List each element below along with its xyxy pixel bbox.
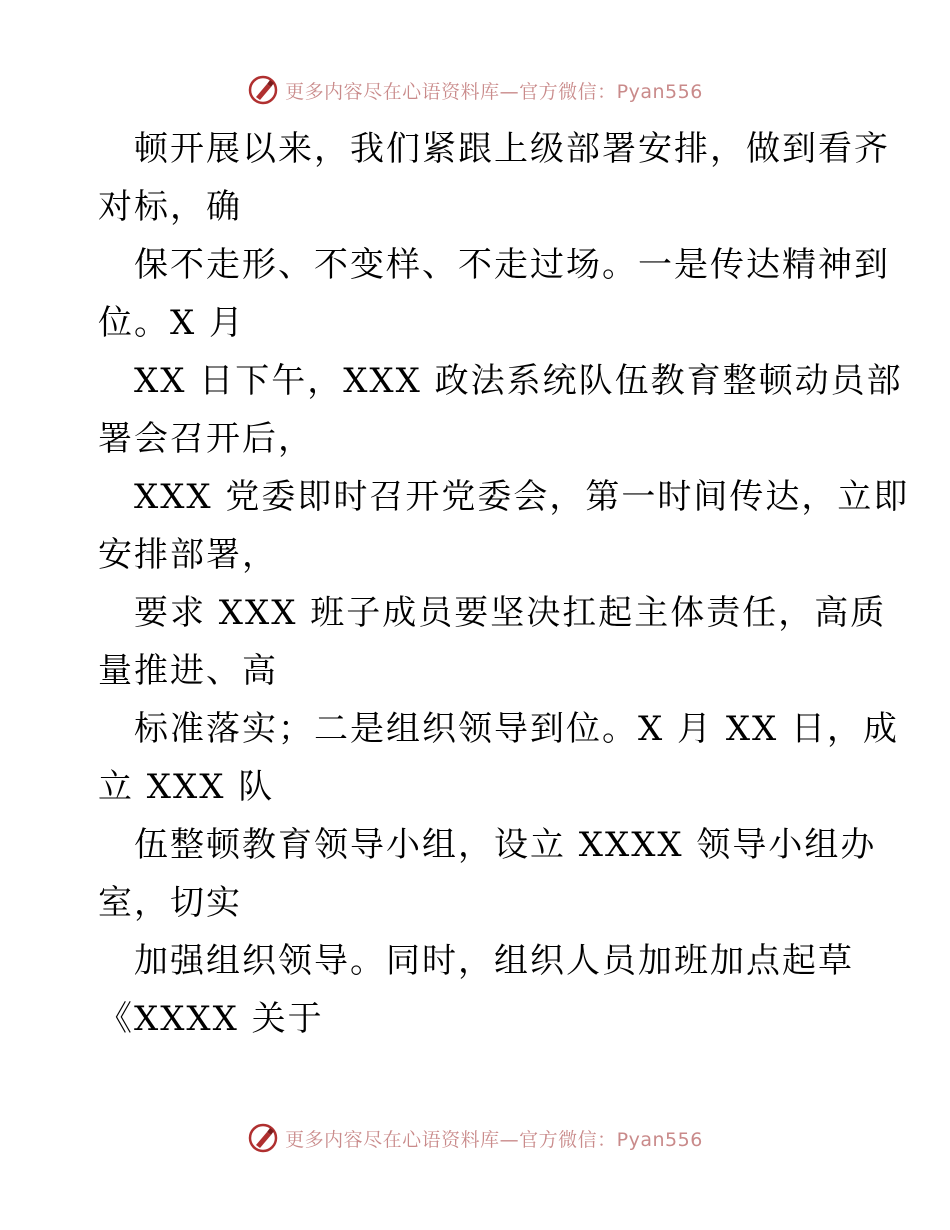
body-line: 室，切实: [98, 883, 242, 923]
document-body: [98, 120, 910, 1048]
body-line: 量推进、高: [98, 651, 278, 691]
body-line: 标准落实；二是组织领导到位。X 月 XX 日，成: [134, 709, 900, 749]
body-line: XXX 党委即时召开党委会，第一时间传达，立即: [134, 477, 910, 517]
footer-brand-text: 更多内容尽在心语资料库—官方微信：Pyan556: [285, 1128, 703, 1151]
page-header-watermark: [0, 70, 950, 110]
body-line: 对标，确: [98, 187, 242, 227]
header-brand-text: 更多内容尽在心语资料库—官方微信：Pyan556: [285, 80, 703, 103]
body-line: 安排部署，: [98, 535, 278, 575]
body-line: 伍整顿教育领导小组，设立 XXXX 领导小组办: [134, 825, 877, 865]
body-line: 顿开展以来，我们紧跟上级部署安排，做到看齐: [134, 129, 890, 169]
pen-nib-circle-icon: [247, 1122, 279, 1154]
body-line: 《XXXX 关于: [98, 999, 324, 1039]
body-line: 署会召开后，: [98, 419, 314, 459]
body-line: 保不走形、不变样、不走过场。一是传达精神到: [134, 245, 890, 285]
pen-nib-circle-icon: [247, 74, 279, 106]
body-line: 位。X 月: [98, 303, 246, 343]
body-line: XX 日下午，XXX 政法系统队伍教育整顿动员部: [134, 361, 903, 401]
body-line: 要求 XXX 班子成员要坚决扛起主体责任，高质: [134, 593, 887, 633]
body-line: 立 XXX 队: [98, 767, 275, 807]
page-footer-watermark: [0, 1118, 950, 1158]
body-line: 加强组织领导。同时，组织人员加班加点起草: [134, 941, 854, 981]
